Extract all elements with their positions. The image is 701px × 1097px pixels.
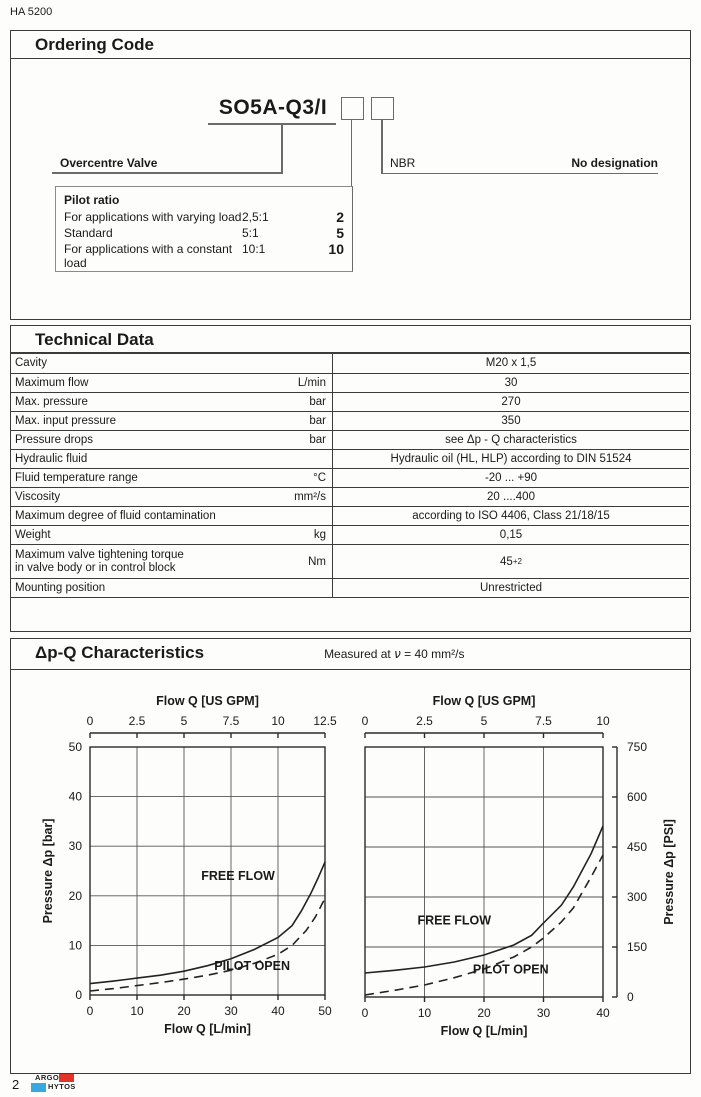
svg-text:10: 10 xyxy=(130,1004,144,1018)
no-designation-label: No designation xyxy=(571,156,658,170)
table-value: Unrestricted xyxy=(332,579,689,597)
table-value: Hydraulic oil (HL, HLP) according to DIN 51524 xyxy=(332,450,689,468)
svg-text:30: 30 xyxy=(224,1004,238,1018)
table-row: Hydraulic fluid Hydraulic oil (HL, HLP) according to DIN 51524 xyxy=(10,450,689,469)
logo-text-argo: ARGO xyxy=(35,1073,60,1082)
logo-text-hytos: HYTOS xyxy=(48,1082,76,1091)
overcentre-connector xyxy=(281,124,283,172)
code-underline xyxy=(208,123,336,125)
svg-text:20: 20 xyxy=(477,1006,491,1020)
technical-data-title: Technical Data xyxy=(35,330,154,349)
pilot-ratio-box xyxy=(55,186,353,272)
table-row: Cavity M20 x 1,5 xyxy=(10,353,689,374)
svg-text:Pressure Δp [PSI]: Pressure Δp [PSI] xyxy=(662,819,676,925)
svg-text:40: 40 xyxy=(596,1006,610,1020)
table-row: Max. input pressure bar 350 xyxy=(10,412,689,431)
table-value: 20 ....400 xyxy=(332,488,689,506)
table-value: 350 xyxy=(332,412,689,430)
code-box-designation xyxy=(371,97,394,120)
table-row: Pressure drops bar see Δp - Q characteristics xyxy=(10,431,689,450)
svg-text:150: 150 xyxy=(627,940,648,954)
svg-text:5: 5 xyxy=(480,714,488,728)
table-row: Maximum valve tightening torque in valve body or in control block Nm 45 +2 xyxy=(10,545,689,579)
svg-text:Flow Q [US GPM]: Flow Q [US GPM] xyxy=(432,694,536,708)
svg-text:5: 5 xyxy=(180,714,188,728)
table-value: -20 ... +90 xyxy=(332,469,689,487)
nbr-line xyxy=(381,173,658,175)
svg-text:2.5: 2.5 xyxy=(416,714,433,728)
svg-text:Flow Q [L/min]: Flow Q [L/min] xyxy=(164,1022,251,1036)
table-value: according to ISO 4406, Class 21/18/15 xyxy=(332,507,689,525)
technical-table xyxy=(10,352,689,598)
table-row: Max. pressure bar 270 xyxy=(10,393,689,412)
technical-data-header xyxy=(11,326,690,354)
svg-text:750: 750 xyxy=(627,740,648,754)
logo-red-block xyxy=(59,1074,74,1082)
svg-text:7.5: 7.5 xyxy=(535,714,552,728)
svg-text:7.5: 7.5 xyxy=(222,714,240,728)
table-value: 30 xyxy=(332,374,689,392)
nbr-label: NBR xyxy=(390,156,416,170)
overcentre-line xyxy=(52,172,283,174)
svg-text:10: 10 xyxy=(68,938,82,953)
svg-text:0: 0 xyxy=(361,714,369,728)
page-number: 2 xyxy=(12,1077,20,1092)
svg-text:50: 50 xyxy=(68,740,82,754)
svg-text:450: 450 xyxy=(627,840,648,854)
svg-text:0: 0 xyxy=(627,990,634,1004)
table-row: Mounting position Unrestricted xyxy=(10,579,689,598)
table-value: 270 xyxy=(332,393,689,411)
table-row: Maximum flow L/min 30 xyxy=(10,374,689,393)
dpq-title: Δp-Q Characteristics xyxy=(35,643,205,662)
ordering-code-title: Ordering Code xyxy=(35,35,155,54)
svg-text:300: 300 xyxy=(627,890,648,904)
curve-label: PILOT OPEN xyxy=(214,959,291,974)
svg-text:0: 0 xyxy=(75,988,82,1002)
svg-text:20: 20 xyxy=(68,888,82,903)
svg-text:30: 30 xyxy=(68,839,82,854)
svg-text:Flow Q [US GPM]: Flow Q [US GPM] xyxy=(156,694,259,708)
table-row: Maximum degree of fluid contamination according to ISO 4406, Class 21/18/15 xyxy=(10,507,689,526)
ordering-code-string: SO5A-Q3/I xyxy=(218,96,328,119)
svg-text:600: 600 xyxy=(627,790,648,804)
pilot-ratio-title: Pilot ratio xyxy=(64,193,120,207)
svg-text:12.5: 12.5 xyxy=(313,714,337,728)
table-value: 45 +2 xyxy=(332,545,689,578)
svg-text:10: 10 xyxy=(596,714,610,728)
nu-symbol: ν xyxy=(394,647,401,661)
pilot-ratio-row: Standard 5:1 5 xyxy=(64,225,344,241)
svg-text:2.5: 2.5 xyxy=(128,714,146,728)
table-value: see Δp - Q characteristics xyxy=(332,431,689,449)
svg-text:30: 30 xyxy=(536,1006,551,1020)
table-row: Viscosity mm²/s 20 ....400 xyxy=(10,488,689,507)
table-row: Fluid temperature range °C -20 ... +90 xyxy=(10,469,689,488)
pilot-connector xyxy=(351,119,353,187)
svg-text:0: 0 xyxy=(361,1006,369,1020)
nbr-connector xyxy=(381,119,383,174)
svg-text:40: 40 xyxy=(271,1004,285,1018)
logo-blue-block xyxy=(31,1083,46,1092)
code-box-seals xyxy=(341,97,364,120)
svg-text:10: 10 xyxy=(417,1006,432,1020)
pilot-ratio-rows xyxy=(56,210,352,270)
svg-text:Pressure Δp [bar]: Pressure Δp [bar] xyxy=(41,818,55,924)
dpq-subtitle: Measured at ν = 40 mm²/s xyxy=(324,647,465,661)
argo-hytos-logo xyxy=(31,1074,76,1092)
svg-text:40: 40 xyxy=(68,789,82,804)
svg-text:50: 50 xyxy=(318,1004,332,1018)
chart-dpq-psi xyxy=(350,682,698,1054)
chart-dpq-bar xyxy=(30,682,350,1054)
table-row: Weight kg 0,15 xyxy=(10,526,689,545)
series-pilot-open xyxy=(90,898,325,991)
svg-text:10: 10 xyxy=(271,714,285,728)
overcentre-label: Overcentre Valve xyxy=(60,156,158,170)
svg-text:Flow Q [L/min]: Flow Q [L/min] xyxy=(440,1024,528,1038)
svg-text:0: 0 xyxy=(86,1004,94,1018)
ordering-code-header xyxy=(11,31,690,59)
curve-label: FREE FLOW xyxy=(417,913,492,928)
pilot-ratio-row: For applications with a constant load 10:1 10 xyxy=(64,241,344,270)
pilot-ratio-row: For applications with varying load 2,5:1 2 xyxy=(64,209,344,225)
table-value: 0,15 xyxy=(332,526,689,544)
table-value: M20 x 1,5 xyxy=(332,353,689,373)
doc-code: HA 5200 xyxy=(10,6,53,18)
curve-label: PILOT OPEN xyxy=(472,962,549,977)
dpq-header xyxy=(11,639,690,670)
svg-text:20: 20 xyxy=(177,1004,191,1018)
svg-text:0: 0 xyxy=(86,714,94,728)
curve-label: FREE FLOW xyxy=(201,868,275,883)
